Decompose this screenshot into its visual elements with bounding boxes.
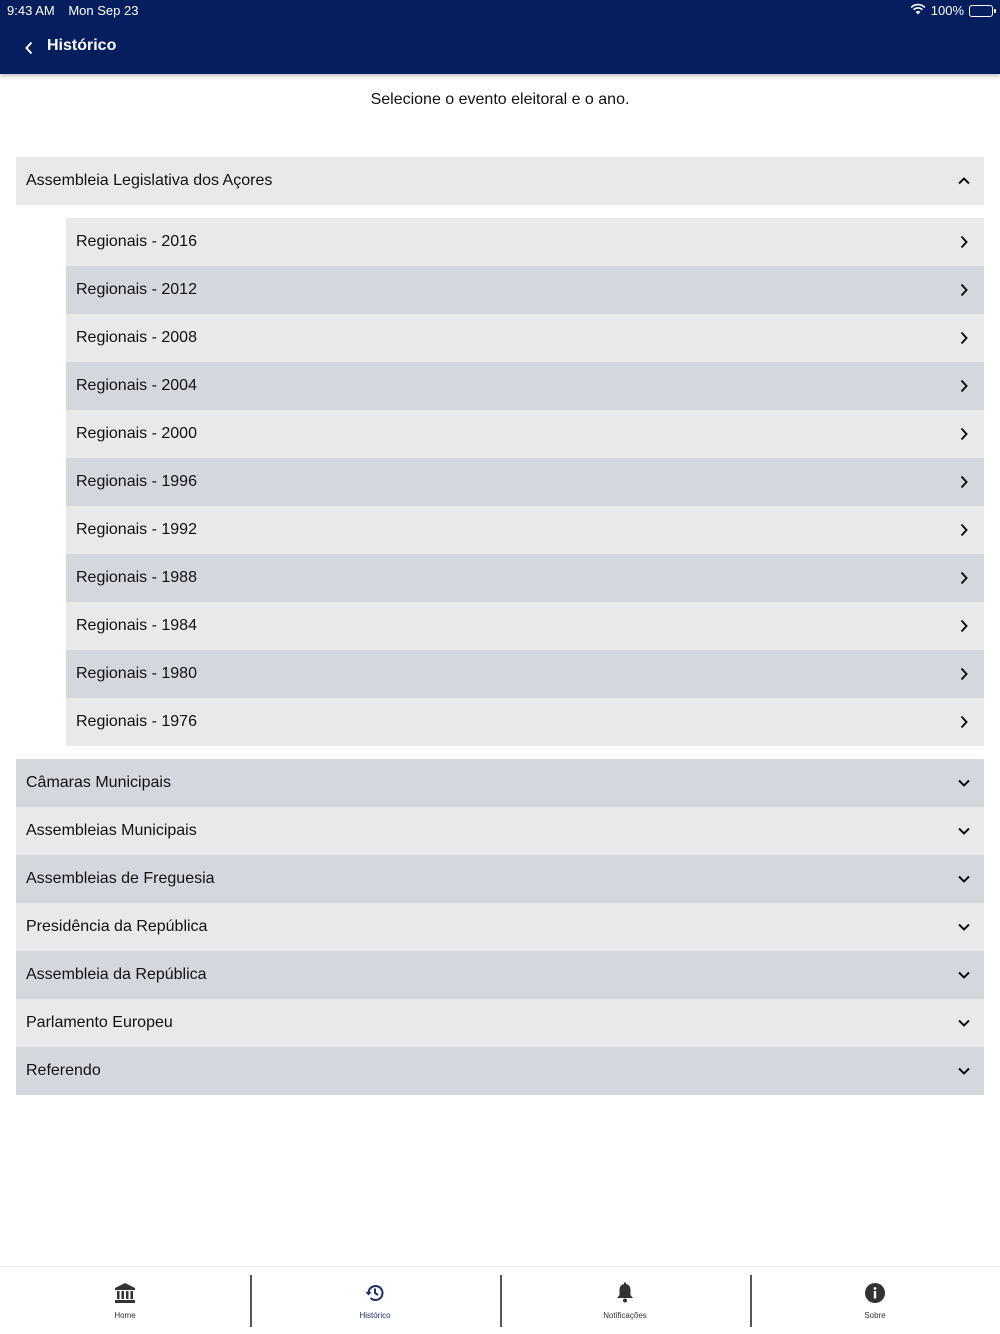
accordion-header[interactable] — [16, 999, 984, 1047]
year-item-label: Regionais - 2000 — [76, 425, 197, 442]
year-item[interactable] — [66, 266, 984, 314]
year-item-label: Regionais - 1988 — [76, 569, 197, 586]
chevron-right-icon — [954, 664, 974, 684]
tab-label: Histórico — [359, 1311, 391, 1320]
year-item-label: Regionais - 2008 — [76, 329, 197, 346]
bell-icon — [613, 1281, 637, 1305]
info-icon — [863, 1281, 887, 1305]
year-item[interactable] — [66, 554, 984, 602]
year-item-label: Regionais - 1992 — [76, 521, 197, 538]
accordion-header-label: Referendo — [26, 1062, 101, 1079]
year-item[interactable] — [66, 410, 984, 458]
year-item[interactable] — [66, 314, 984, 362]
accordion-header-label: Assembleia da República — [26, 966, 207, 983]
accordion-header[interactable] — [16, 1047, 984, 1095]
nav-bar — [0, 28, 1000, 68]
chevron-left-icon — [24, 41, 34, 55]
accordion-header-label: Presidência da República — [26, 918, 208, 935]
year-item[interactable] — [66, 698, 984, 746]
chevron-down-icon — [954, 1061, 974, 1081]
tab-label: Sobre — [864, 1311, 886, 1320]
status-date: Mon Sep 23 — [68, 3, 139, 18]
instruction-text: Selecione o evento eleitoral e o ano. — [370, 91, 630, 108]
chevron-up-icon — [954, 171, 974, 191]
year-item-label: Regionais - 1976 — [76, 713, 197, 730]
tab-notificacoes[interactable] — [500, 1267, 750, 1334]
accordion-header-label: Assembleias Municipais — [26, 822, 197, 839]
chevron-right-icon — [954, 280, 974, 300]
accordion-header-label: Parlamento Europeu — [26, 1014, 173, 1031]
accordion-children — [16, 205, 984, 759]
year-item[interactable] — [66, 650, 984, 698]
chevron-down-icon — [954, 821, 974, 841]
accordion-header[interactable] — [16, 807, 984, 855]
back-button[interactable] — [18, 34, 40, 62]
battery-icon — [969, 5, 993, 17]
election-accordion — [16, 157, 984, 1095]
year-item-label: Regionais - 2004 — [76, 377, 197, 394]
wifi-icon — [910, 3, 926, 18]
institution-icon — [113, 1281, 137, 1305]
tab-sobre[interactable] — [750, 1267, 1000, 1334]
chevron-right-icon — [954, 472, 974, 492]
tab-home[interactable] — [0, 1267, 250, 1334]
year-item[interactable] — [66, 602, 984, 650]
accordion-header[interactable] — [16, 855, 984, 903]
chevron-right-icon — [954, 376, 974, 396]
chevron-right-icon — [954, 712, 974, 732]
year-item[interactable] — [66, 458, 984, 506]
chevron-right-icon — [954, 232, 974, 252]
page-title: Histórico — [47, 37, 117, 54]
year-item-label: Regionais - 1996 — [76, 473, 197, 490]
year-item[interactable] — [66, 362, 984, 410]
status-time: 9:43 AM — [7, 3, 55, 18]
accordion-header[interactable] — [16, 759, 984, 807]
chevron-right-icon — [954, 616, 974, 636]
battery-percent: 100% — [930, 3, 964, 18]
history-icon — [363, 1281, 387, 1305]
year-item-label: Regionais - 1984 — [76, 617, 197, 634]
chevron-down-icon — [954, 869, 974, 889]
chevron-right-icon — [954, 568, 974, 588]
tab-label: Home — [114, 1311, 136, 1320]
year-item[interactable] — [66, 218, 984, 266]
accordion-header[interactable] — [16, 903, 984, 951]
tab-bar — [0, 1266, 1000, 1334]
accordion-header-label: Assembleia Legislativa dos Açores — [26, 172, 273, 189]
chevron-down-icon — [954, 965, 974, 985]
year-item-label: Regionais - 1980 — [76, 665, 197, 682]
year-item-label: Regionais - 2012 — [76, 281, 197, 298]
accordion-header[interactable] — [16, 951, 984, 999]
accordion-header-label: Assembleias de Freguesia — [26, 870, 215, 887]
tab-historico[interactable] — [250, 1267, 500, 1334]
status-bar — [0, 0, 1000, 20]
chevron-right-icon — [954, 328, 974, 348]
year-item-label: Regionais - 2016 — [76, 233, 197, 250]
chevron-down-icon — [954, 917, 974, 937]
chevron-right-icon — [954, 424, 974, 444]
tab-label: Notificações — [603, 1311, 647, 1320]
accordion-header-label: Câmaras Municipais — [26, 774, 171, 791]
chevron-down-icon — [954, 773, 974, 793]
year-item[interactable] — [66, 506, 984, 554]
chevron-right-icon — [954, 520, 974, 540]
chevron-down-icon — [954, 1013, 974, 1033]
accordion-header-acores[interactable] — [16, 157, 984, 205]
app-header — [0, 0, 1000, 74]
